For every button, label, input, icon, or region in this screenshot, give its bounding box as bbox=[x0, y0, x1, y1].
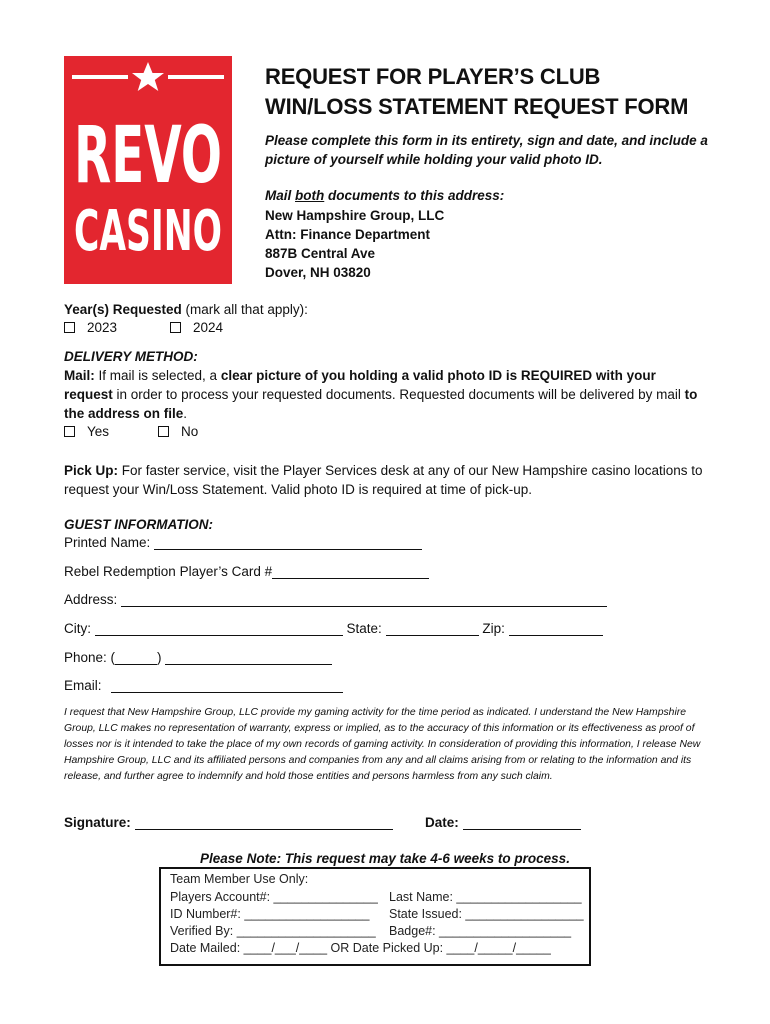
date-field[interactable] bbox=[463, 815, 581, 830]
address-line: 887B Central Ave bbox=[265, 246, 376, 261]
checkbox-no[interactable] bbox=[158, 426, 169, 437]
delivery-heading: DELIVERY METHOD: bbox=[64, 349, 198, 364]
printed-name-field[interactable] bbox=[154, 535, 422, 550]
revo-casino-logo bbox=[64, 56, 232, 284]
signature-field[interactable] bbox=[135, 815, 393, 830]
city-field[interactable] bbox=[95, 621, 343, 636]
address-line: Attn: Finance Department bbox=[265, 227, 431, 242]
processing-note: Please Note: This request may take 4-6 weeks to process. bbox=[200, 851, 570, 866]
verified-by-field[interactable]: Verified By: ____________________ bbox=[170, 924, 376, 938]
star-icon bbox=[132, 62, 164, 91]
address-field[interactable] bbox=[121, 592, 607, 607]
email-row: Email: bbox=[64, 678, 343, 693]
email-field[interactable] bbox=[111, 678, 343, 693]
intro-text: Please complete this form in its entirety, sign and date, and include a picture of yourself while holding your valid photo ID. bbox=[265, 133, 708, 167]
year-2024-option[interactable]: 2024 bbox=[170, 320, 223, 335]
printed-name-row: Printed Name: bbox=[64, 535, 422, 550]
address-line: New Hampshire Group, LLC bbox=[265, 208, 445, 223]
mail-heading: Mail both documents to this address: bbox=[265, 188, 505, 203]
disclaimer-text: I request that New Hampshire Group, LLC provide my gaming activity for the time period as indicated. I understand the New Hampshire Group, LLC makes no representation of warranty, express or implied, as to the accuracy of this information or its effectiveness as proof of losses nor is it intended to take the place of my own records of gaming activity. In consideration of providing this information, I release New Hampshire Group, LLC and its affiliated persons and companies from any and all claims arising from or relating to the information and its release, and further agree to indemnify and hold those entities and persons harmless from any such claim. bbox=[64, 707, 701, 782]
logo-graphic bbox=[64, 56, 232, 284]
signature-row: Signature: bbox=[64, 815, 393, 830]
checkbox-2023[interactable] bbox=[64, 322, 75, 333]
date-mailed-field[interactable]: Date Mailed: ____/___/____ OR Date Picked Up: ____/_____/_____ bbox=[170, 941, 551, 955]
area-code-field[interactable] bbox=[115, 650, 157, 665]
city-state-zip-row: City: State: Zip: bbox=[64, 621, 603, 636]
team-member-box bbox=[159, 867, 591, 966]
zip-field[interactable] bbox=[509, 621, 603, 636]
last-name-field[interactable]: Last Name: __________________ bbox=[389, 890, 582, 904]
phone-field[interactable] bbox=[165, 650, 332, 665]
card-row: Rebel Redemption Player’s Card # bbox=[64, 564, 429, 579]
id-number-field[interactable]: ID Number#: __________________ bbox=[170, 907, 370, 921]
mail-no-option[interactable]: No bbox=[158, 424, 198, 439]
phone-row: Phone: ( ) bbox=[64, 650, 332, 665]
guest-heading: GUEST INFORMATION: bbox=[64, 517, 213, 532]
title-line1: REQUEST FOR PLAYER’S CLUB bbox=[265, 64, 601, 89]
pickup-option-text: Pick Up: For faster service, visit the Player Services desk at any of our New Hampshire casino locations to request your Win/Loss Statement. Valid photo ID is required at time of pick-up. bbox=[64, 463, 703, 497]
checkbox-2024[interactable] bbox=[170, 322, 181, 333]
players-account-field[interactable]: Players Account#: _______________ bbox=[170, 890, 378, 904]
logo-line1: REVO bbox=[74, 111, 222, 201]
mailing-address bbox=[265, 206, 444, 282]
state-field[interactable] bbox=[386, 621, 479, 636]
form-title bbox=[265, 62, 688, 122]
date-row: Date: bbox=[425, 815, 581, 830]
years-label: Year(s) Requested (mark all that apply): bbox=[64, 302, 308, 317]
checkbox-yes[interactable] bbox=[64, 426, 75, 437]
state-issued-field[interactable]: State Issued: _________________ bbox=[389, 907, 584, 921]
logo-line2: CASINO bbox=[74, 199, 222, 264]
title-line2: WIN/LOSS STATEMENT REQUEST FORM bbox=[265, 94, 689, 119]
address-line: Dover, NH 03820 bbox=[265, 265, 371, 280]
badge-field[interactable]: Badge#: ___________________ bbox=[389, 924, 572, 938]
team-heading: Team Member Use Only: bbox=[170, 872, 309, 886]
address-row: Address: bbox=[64, 592, 607, 607]
year-2023-option[interactable]: 2023 bbox=[64, 320, 117, 335]
card-number-field[interactable] bbox=[272, 564, 429, 579]
mail-option-text: Mail: If mail is selected, a clear picture of you holding a valid photo ID is REQUIRED with your request in order to process your requested documents. Requested documents will be delivered by mail to the address on file. bbox=[64, 368, 698, 421]
mail-yes-option[interactable]: Yes bbox=[64, 424, 109, 439]
